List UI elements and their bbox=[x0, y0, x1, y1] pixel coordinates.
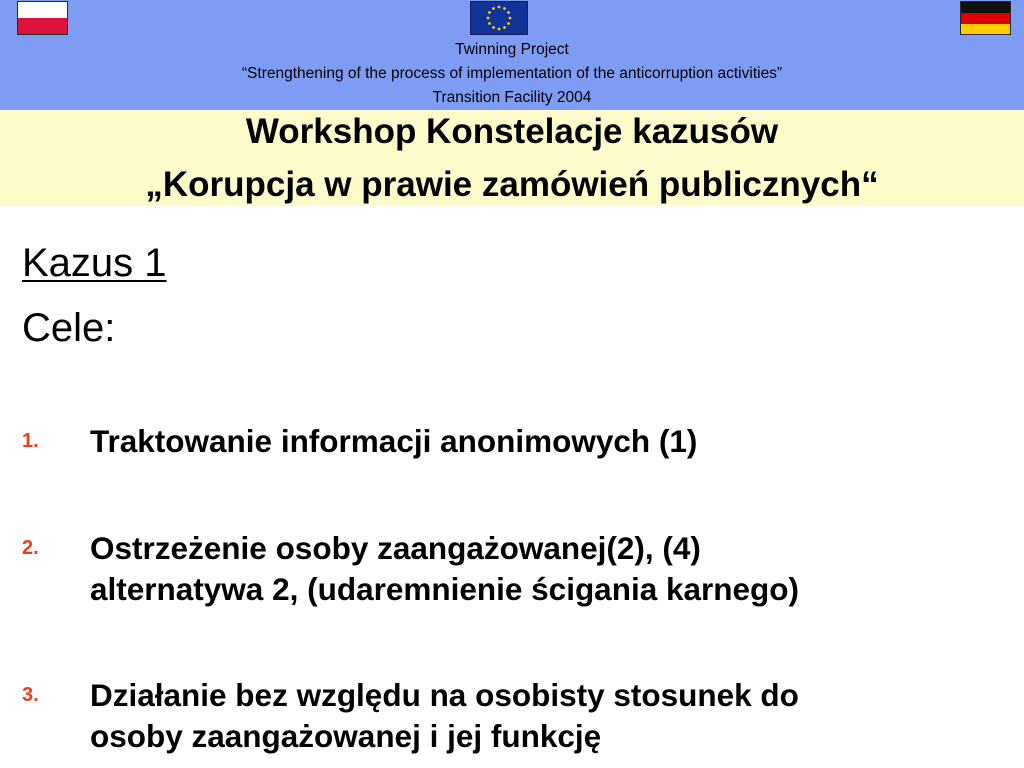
goal-text-line: Ostrzeżenie osoby zaangażowanej(2), (4) bbox=[90, 530, 701, 566]
case-heading: Kazus 1 bbox=[22, 241, 167, 285]
goal-text-line: osoby zaangażowanej i jej funkcję bbox=[90, 718, 602, 754]
project-name: Twinning Project bbox=[455, 41, 569, 58]
project-subtitle: “Strengthening of the process of implementation of the anticorruption activities” bbox=[241, 65, 783, 82]
goals-heading: Cele: bbox=[22, 306, 116, 350]
goal-text-line: alternatywa 2, (udaremnienie ścigania karnego) bbox=[90, 571, 799, 607]
goal-text-line: Działanie bez względu na osobisty stosunek do bbox=[90, 677, 799, 713]
goal-text bbox=[90, 421, 1020, 462]
eu-flag-icon bbox=[470, 1, 528, 35]
workshop-title: Workshop Konstelacje kazusów bbox=[245, 112, 779, 151]
poland-flag-icon bbox=[17, 1, 68, 35]
project-facility: Transition Facility 2004 bbox=[432, 89, 592, 106]
workshop-subtitle: „Korupcja w prawie zamówień publicznych“ bbox=[145, 165, 879, 204]
goal-number: 1. bbox=[22, 430, 39, 452]
goal-text bbox=[90, 675, 1020, 757]
goal-number: 3. bbox=[22, 684, 39, 706]
goal-text-line: Traktowanie informacji anonimowych (1) bbox=[90, 423, 698, 459]
goal-text bbox=[90, 528, 1020, 610]
goal-number: 2. bbox=[22, 537, 39, 559]
germany-flag-icon bbox=[960, 1, 1011, 35]
